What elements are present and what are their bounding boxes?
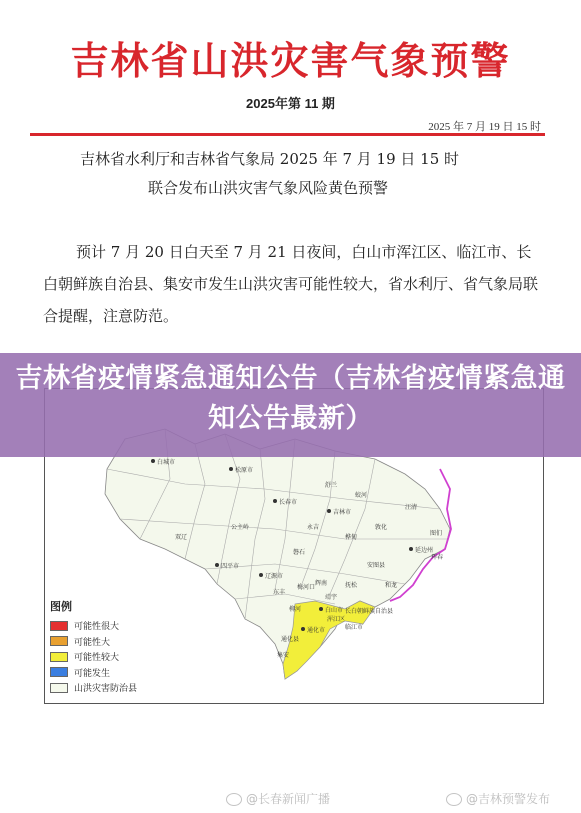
place-label: 敦化 <box>375 524 388 531</box>
legend-swatch <box>50 652 68 662</box>
city-dot <box>327 509 331 513</box>
place-label: 靖宇 <box>325 594 338 601</box>
place-label: 双辽 <box>175 534 188 541</box>
city-label: 白山市 <box>325 607 344 614</box>
city-dot <box>273 499 277 503</box>
city-label: 白城市 <box>157 459 176 466</box>
city-label: 松原市 <box>235 467 254 474</box>
place-label: 通化县 <box>281 636 300 643</box>
place-label: 东丰 <box>273 589 286 596</box>
weibo-icon <box>446 793 462 806</box>
intro-line-1: 吉林省水利厅和吉林省气象局 2025 年 7 月 19 日 15 时 <box>80 150 460 168</box>
city-dot <box>151 459 155 463</box>
place-label: 梅河口 <box>297 584 316 591</box>
intro-line-2: 联合发布山洪灾害气象风险黄色预警 <box>148 179 389 197</box>
place-label: 集安 <box>277 652 290 659</box>
place-label: 临江市 <box>345 624 364 631</box>
watermark-right <box>446 790 550 807</box>
place-label: 蛟河 <box>355 492 368 499</box>
place-label: 汪清 <box>405 504 418 511</box>
city-dot <box>259 573 263 577</box>
headline-banner <box>0 353 581 457</box>
city-label: 延边州 <box>415 547 434 554</box>
city-dot <box>301 627 305 631</box>
legend-swatch <box>50 667 68 677</box>
place-label: 公主岭 <box>231 524 250 531</box>
legend-label: 可能发生 <box>74 668 111 679</box>
legend-item <box>50 680 137 696</box>
legend-item <box>50 649 137 665</box>
issue-date: 2025 年 7 月 19 日 15 时 <box>428 121 541 133</box>
place-label: 图们 <box>430 530 443 537</box>
place-label: 柳河 <box>289 606 302 613</box>
legend-item <box>50 618 137 634</box>
watermark-left <box>226 790 330 807</box>
place-label: 长白朝鲜族自治县 <box>345 608 394 615</box>
issue-number: 2025年第 11 期 <box>246 96 335 111</box>
watermark-left-text: @长春新闻广播 <box>246 792 331 806</box>
place-label: 抚松 <box>345 582 358 589</box>
city-label: 辽源市 <box>265 573 284 580</box>
city-dot <box>215 563 219 567</box>
watermark-right-text: @吉林预警发布 <box>466 792 551 806</box>
city-dot <box>319 607 323 611</box>
legend-label: 可能性大 <box>74 637 111 648</box>
legend-item <box>50 665 137 681</box>
legend-item <box>50 634 137 650</box>
document-title: 吉林省山洪灾害气象预警 <box>70 38 511 83</box>
legend-swatch <box>50 621 68 631</box>
banner-headline: 吉林省疫情紧急通知公告（吉林省疫情紧急通知公告最新） <box>15 363 566 434</box>
map-legend <box>50 598 137 696</box>
place-label: 和龙 <box>385 582 398 589</box>
legend-title: 图例 <box>50 600 72 613</box>
legend-label: 可能性较大 <box>74 653 120 664</box>
city-label: 通化市 <box>307 627 326 634</box>
place-label: 辉南 <box>315 580 328 587</box>
legend-label: 山洪灾害防治县 <box>74 684 138 695</box>
weibo-icon <box>226 793 242 806</box>
place-label: 舒兰 <box>325 482 338 489</box>
city-label: 长春市 <box>279 499 298 506</box>
city-dot <box>229 467 233 471</box>
province-base-shape <box>105 429 450 679</box>
place-label: 磐石 <box>293 549 306 556</box>
place-label: 桦甸 <box>345 534 358 541</box>
city-label: 四平市 <box>221 563 240 570</box>
legend-swatch <box>50 636 68 646</box>
red-divider <box>30 133 545 136</box>
city-label: 吉林市 <box>333 509 352 516</box>
place-label: 安图县 <box>367 562 386 569</box>
legend-swatch <box>50 683 68 693</box>
place-label: 珲春 <box>431 554 444 561</box>
place-label: 浑江区 <box>327 616 346 623</box>
place-label: 永吉 <box>307 524 320 531</box>
forecast-paragraph: 预计 7 月 20 日白天至 7 月 21 日夜间，白山市浑江区、临江市、长白朝鲜族自治县、集安市发生山洪灾害可能性较大，省水利厅、省气象局联合提醒，注意防范。 <box>43 243 539 325</box>
city-dot <box>409 547 413 551</box>
legend-label: 可能性很大 <box>74 622 120 633</box>
